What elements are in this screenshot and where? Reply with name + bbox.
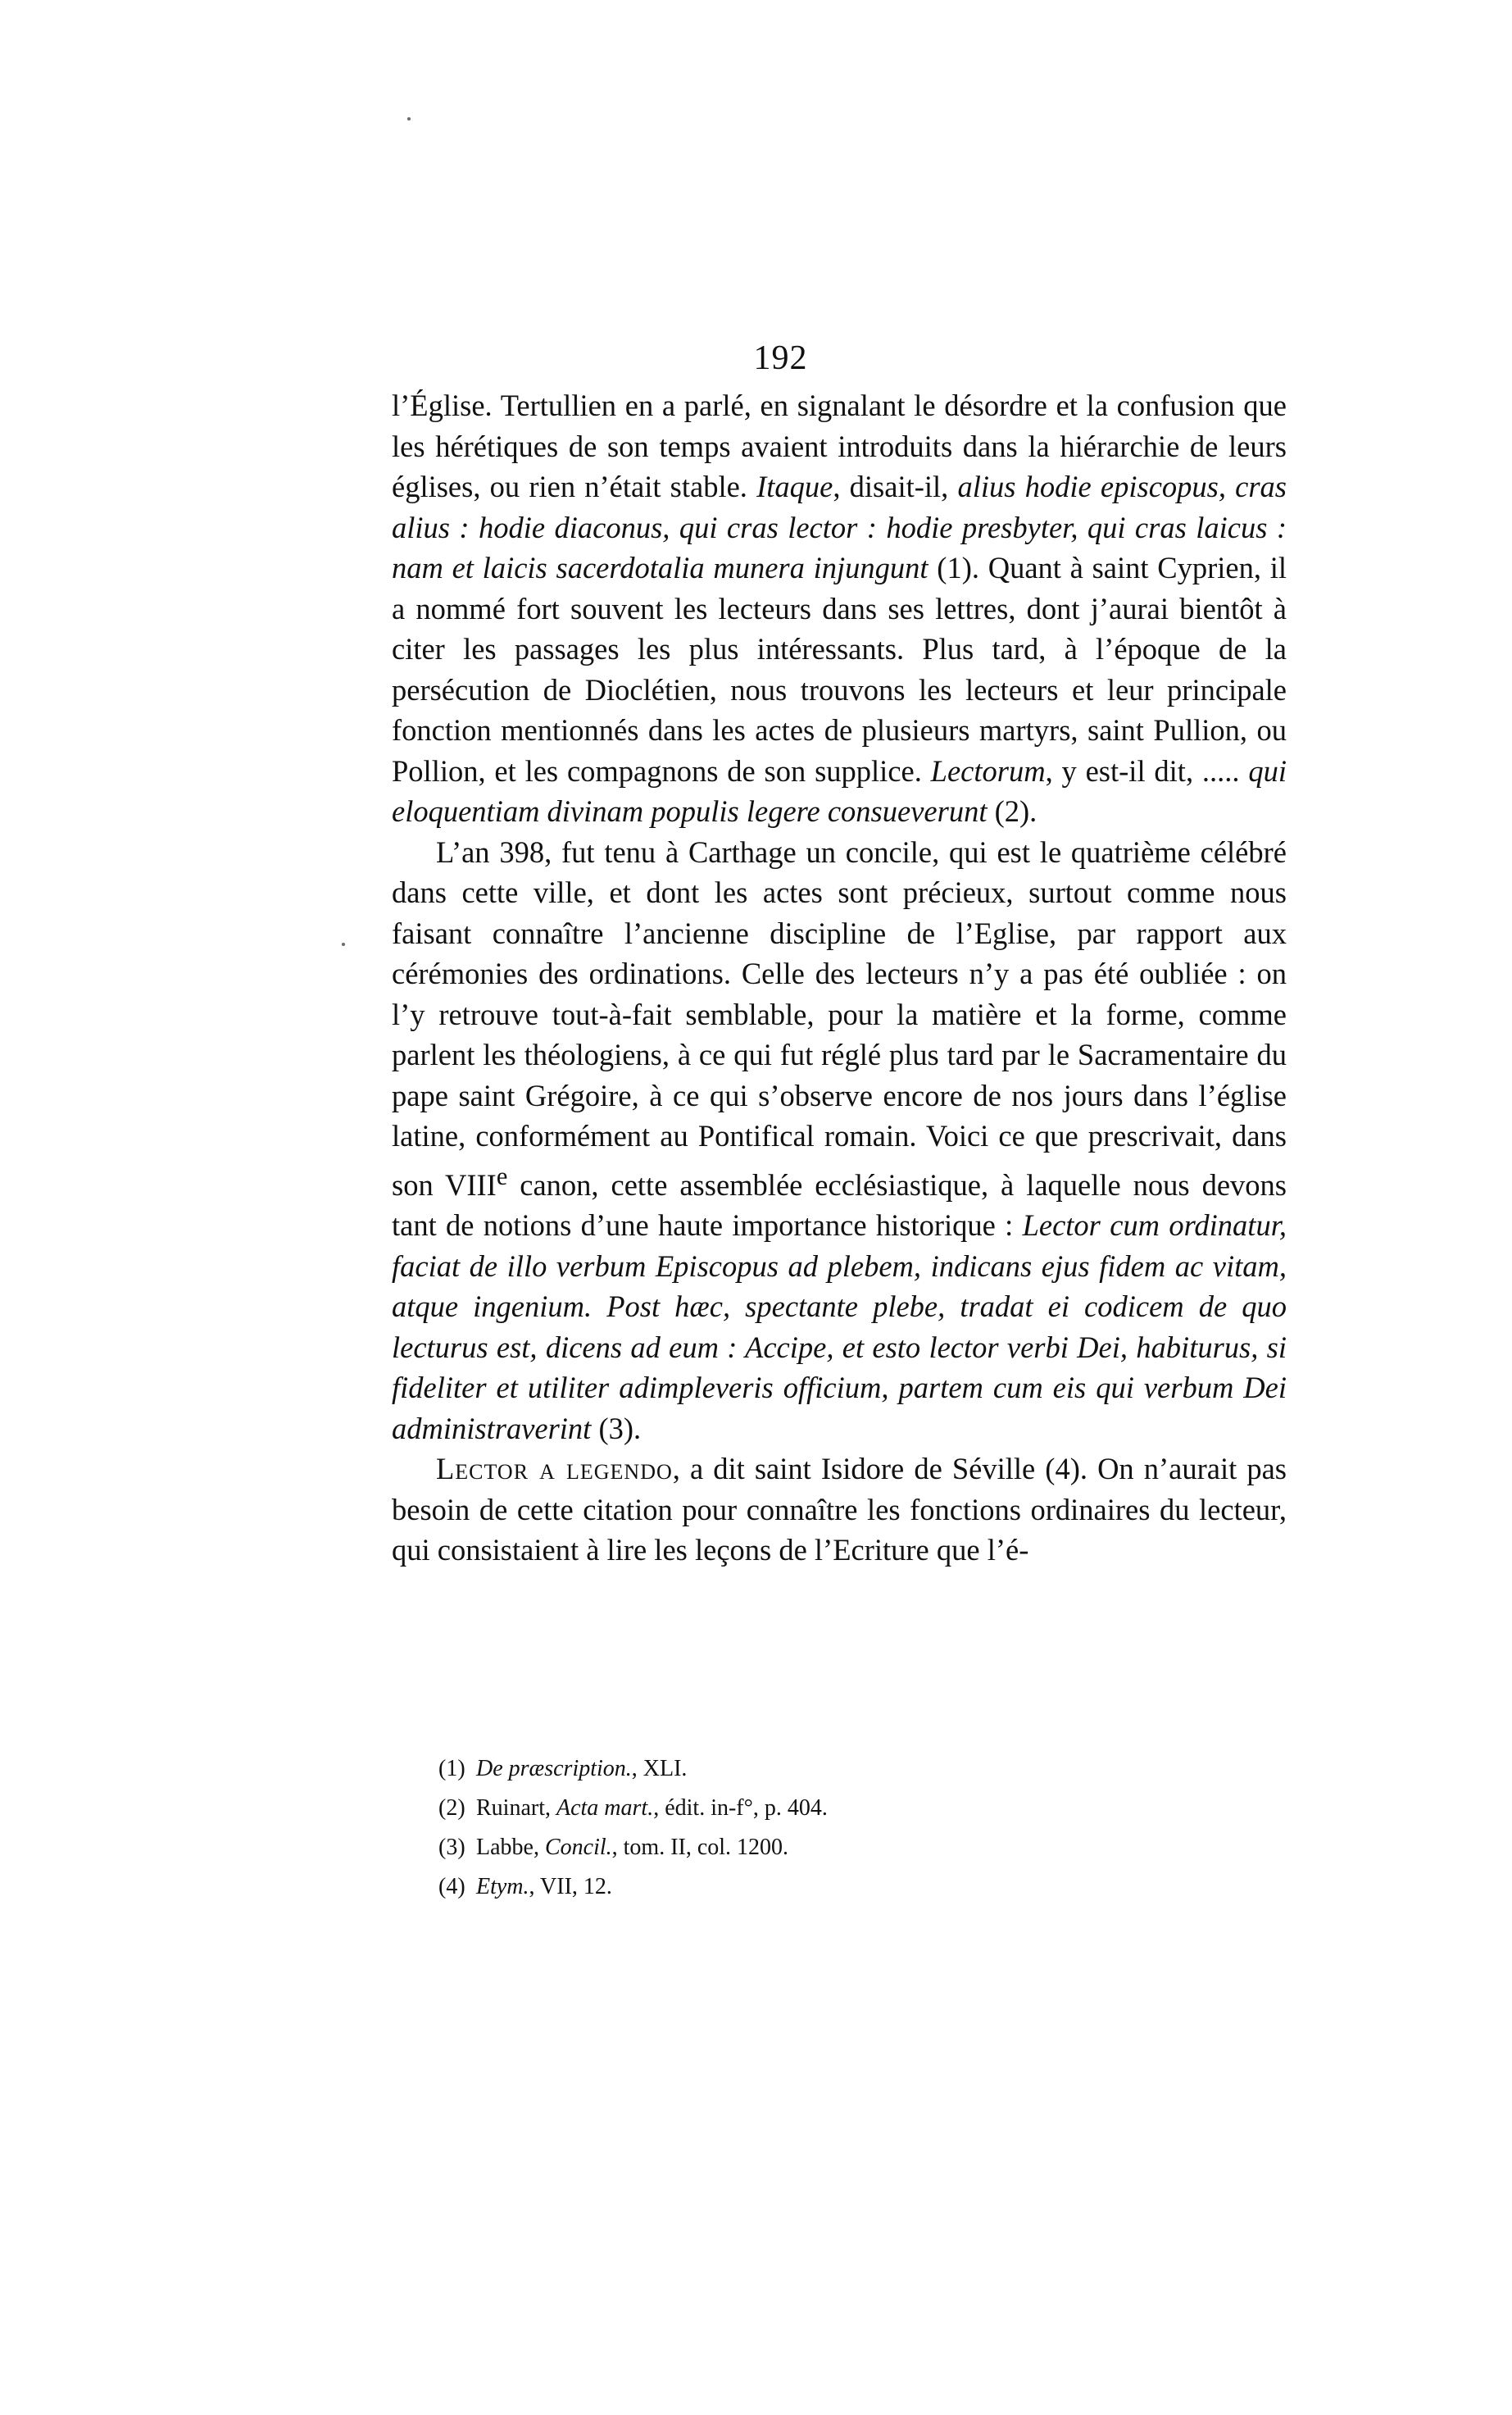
- footnote-number: (1): [438, 1756, 465, 1781]
- text-run: L’an 398, fut tenu à Carthage un concile, qui est le quatrième célébré dans cette ville, et dont les actes sont précieux, surtout comme nous faisant connaître l’ancienne discipline de l’Eglise, par rapport aux cérémonies des ordinations. Celle des lecteurs n’y a pas été oubliée : on l’y retrouve tout-à-fait semblable, pour la matière et la forme, comme parlent les théologiens, à ce qui fut réglé plus tard par le Sacramentaire du pape saint Grégoire, à ce qui s’observe encore de nos jours dans l’église latine, conformément au Pontifical romain. Voici ce que prescrivait, dans son VIII: [392, 835, 1287, 1202]
- text-run: Ruinart,: [476, 1795, 556, 1821]
- italic-text: qui eloquentiam divinam populis legere consueverunt: [392, 753, 1287, 828]
- page-number: 192: [753, 339, 808, 377]
- text-run: l’Église. Tertullien en a parlé, en signalant le désordre et la confusion que les hérétiques de son temps avaient introduits dans la hiérarchie de leurs églises, ou rien n’était stable.: [392, 389, 1287, 503]
- footnote-text: [476, 1874, 612, 1899]
- text-run: (1). Quant à saint Cyprien, il a nommé fort souvent les lecteurs dans ses lettres, dont j’aurai bientôt à citer les passages les plus intéressants. Plus tard, à l’époque de la persécution de Dioclétien, nous trouvons les lecteurs et leur principale fonction mentionnés dans les actes de plusieurs martyrs, saint Pullion, ou Pollion, et les compagnons de son supplice.: [392, 551, 1287, 788]
- text-run: , y est-il dit, .....: [1045, 753, 1249, 788]
- italic-text: De præscription.: [476, 1756, 632, 1781]
- text-run: , tom. II, col. 1200.: [611, 1835, 789, 1860]
- footnote-number: (2): [438, 1795, 465, 1821]
- superscript-text: e: [496, 1162, 508, 1190]
- footnote-text: [476, 1756, 687, 1781]
- footnote: [438, 1867, 1176, 1907]
- text-run: , a dit saint Isidore de Séville (4). On n’aurait pas besoin de cette citation pour connaître les fonctions ordinaires du lecteur, qui consistaient à lire les leçons de l’Ecriture que l’é-: [392, 1452, 1287, 1567]
- paragraph: [392, 385, 1287, 832]
- paragraph: [392, 832, 1287, 1449]
- scan-speck: [407, 117, 411, 121]
- footnote-text: [476, 1795, 828, 1821]
- paragraph: [392, 1449, 1287, 1571]
- text-run: , VII, 12.: [529, 1874, 612, 1899]
- text-run: canon, cette assemblée ecclésiastique, à laquelle nous devons tant de notions d’une haute importance historique :: [392, 1167, 1287, 1243]
- small-caps-text: Lector a legendo: [436, 1452, 673, 1486]
- text-run: Labbe,: [476, 1835, 545, 1860]
- italic-text: Acta mart.: [556, 1795, 654, 1821]
- text-run: (2).: [987, 794, 1038, 828]
- text-run: , édit. in-f°, p. 404.: [653, 1795, 828, 1821]
- text-run: (3).: [591, 1411, 642, 1445]
- footnote: [438, 1789, 1176, 1828]
- body-text: [392, 385, 1287, 1571]
- italic-text: Etym.: [476, 1874, 529, 1899]
- italic-text: Concil.: [544, 1835, 612, 1860]
- footnote-number: (4): [438, 1874, 465, 1899]
- footnotes: [438, 1749, 1176, 1907]
- footnote: [438, 1828, 1176, 1867]
- italic-text: Lector cum ordinatur, faciat de illo verbum Episcopus ad plebem, indicans ejus fidem ac vitam, atque ingenium. Post hæc, spectante plebe, tradat ei codicem de quo lecturus est, dicens ad eum : Accipe, et esto lector verbi Dei, habiturus, si fideliter et utiliter adimpleveris officium, partem cum eis qui verbum Dei administraverint: [392, 1208, 1287, 1445]
- footnote: [438, 1749, 1176, 1789]
- text-run: , disait-il,: [833, 470, 958, 503]
- footnote-number: (3): [438, 1835, 465, 1860]
- footnote-text: [476, 1835, 788, 1860]
- italic-text: Itaque: [756, 470, 833, 503]
- italic-text: Lectorum: [930, 753, 1046, 788]
- italic-text: alius hodie episcopus, cras alius : hodie diaconus, qui cras lector : hodie presbyter, qui cras laicus : nam et laicis sacerdotalia munera injungunt: [392, 470, 1287, 584]
- scan-speck: [342, 943, 345, 946]
- text-run: , XLI.: [631, 1756, 688, 1781]
